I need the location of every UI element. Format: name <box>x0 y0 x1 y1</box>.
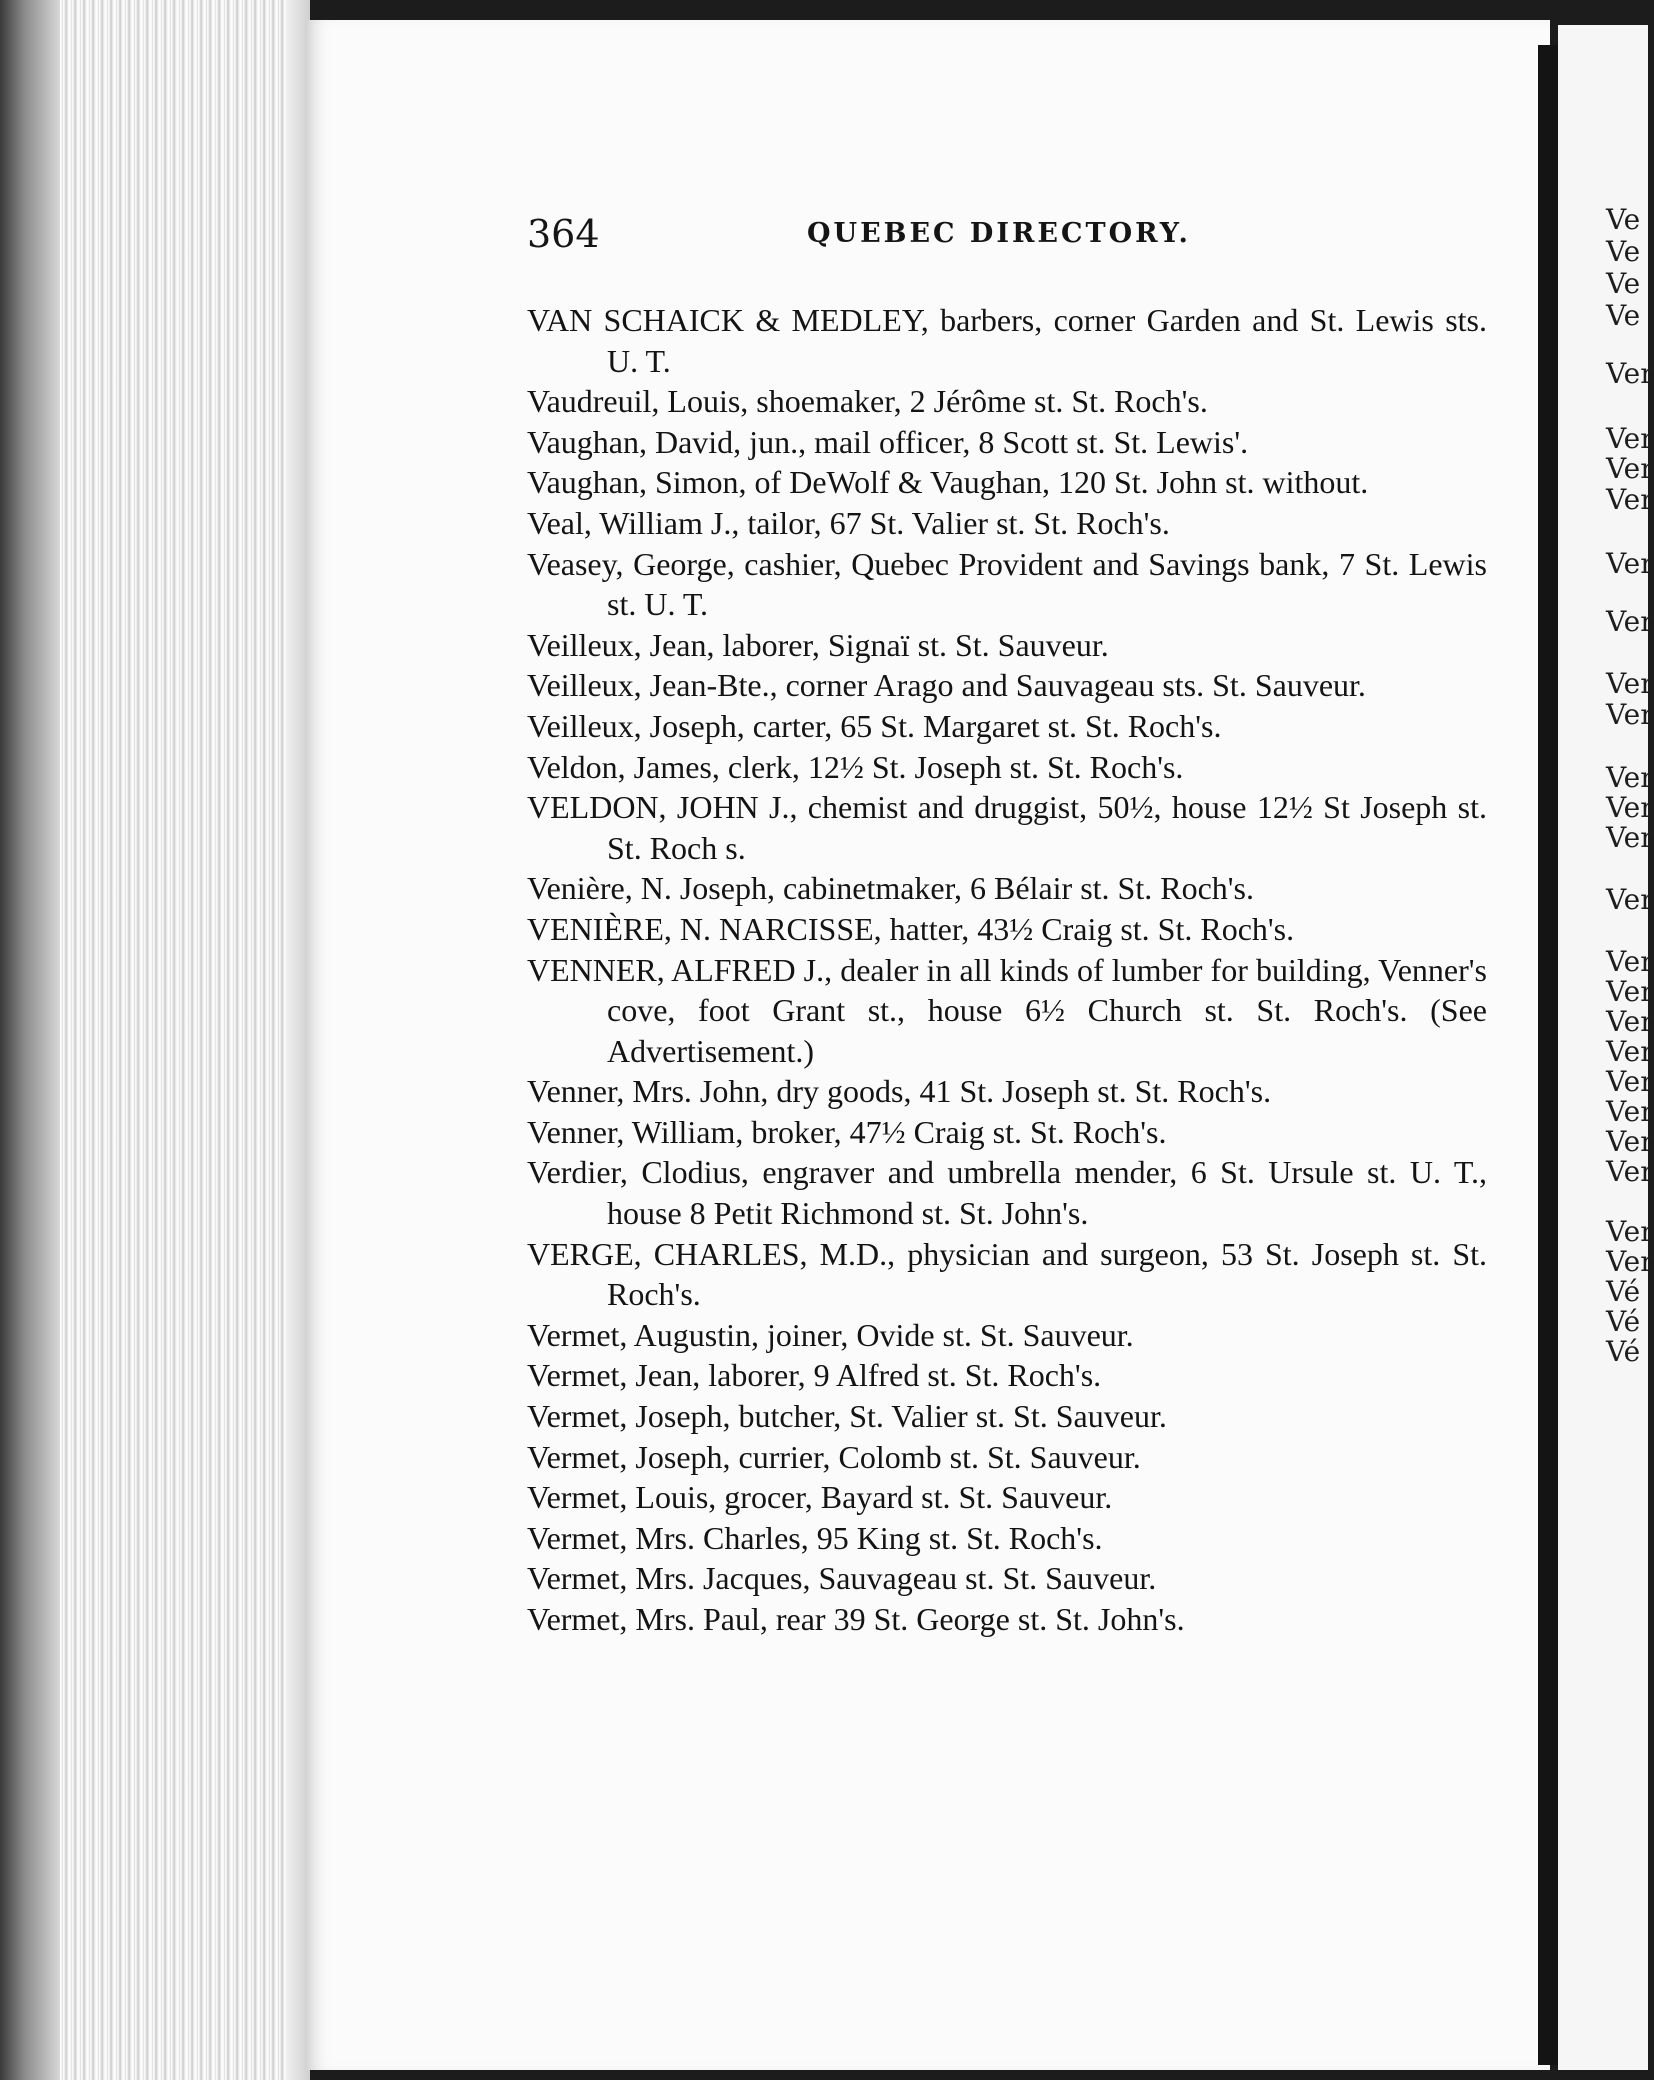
facing-page-text-fragment: Ver <box>1606 547 1654 580</box>
directory-entry: Venière, N. Joseph, cabinetmaker, 6 Bélair st. St. Roch's. <box>527 870 1254 907</box>
facing-page-text-fragment: Ver <box>1606 667 1654 700</box>
directory-entry: Vermet, Joseph, currier, Colomb st. St. Sauveur. <box>527 1438 1141 1475</box>
book-gutter <box>1538 45 1558 2065</box>
facing-page-text-fragment: Ver <box>1606 605 1654 638</box>
page-number: 364 <box>527 212 600 256</box>
facing-page-text-fragment: Ver <box>1606 452 1654 485</box>
directory-entry: Vermet, Mrs. Paul, rear 39 St. George st. St. John's. <box>527 1601 1185 1637</box>
facing-page-text-fragment: Vé <box>1606 1335 1641 1368</box>
directory-entry: Vaudreuil, Louis, shoemaker, 2 Jérôme st. St. Roch's. <box>527 383 1208 420</box>
directory-entry: Vermet, Jean, laborer, 9 Alfred st. St. Roch's. <box>527 1357 1102 1394</box>
running-head <box>527 212 1497 262</box>
facing-page-text-fragment: Ver <box>1606 945 1654 978</box>
directory-entry: Vaughan, David, jun., mail officer, 8 Scott st. St. Lewis'. <box>527 423 1249 460</box>
facing-page-text-fragment: Ver <box>1606 791 1654 824</box>
facing-page-text-fragment: Ve <box>1606 299 1641 332</box>
facing-page-text-fragment: Ver <box>1606 1035 1654 1068</box>
facing-page-text-fragment: Ve <box>1606 235 1641 268</box>
facing-page-text-fragment: Ver <box>1606 1245 1654 1278</box>
directory-entry: Vermet, Augustin, joiner, Ovide st. St. Sauveur. <box>527 1316 1134 1353</box>
facing-page-text-fragment: Ve <box>1606 203 1641 236</box>
facing-page-fragment <box>1558 25 1654 2070</box>
facing-page-text-fragment: Vé <box>1606 1275 1641 1308</box>
directory-entry: Veilleux, Jean, laborer, Signaï st. St. Sauveur. <box>527 626 1109 663</box>
directory-entry: Venner, William, broker, 47½ Craig st. St. Roch's. <box>527 1113 1167 1150</box>
directory-entry: Veilleux, Joseph, carter, 65 St. Margaret st. St. Roch's. <box>527 707 1222 744</box>
facing-page-text-fragment: Ver <box>1606 761 1654 794</box>
facing-page-text-fragment: Ver <box>1606 975 1654 1008</box>
directory-entry: Vermet, Joseph, butcher, St. Valier st. St. Sauveur. <box>527 1398 1167 1435</box>
directory-entry: VERGE, CHARLES, M.D., physician and surgeon, 53 St. Joseph st. St. Roch's. <box>527 1235 1487 1313</box>
facing-page-text-fragment: Ver <box>1606 1125 1654 1158</box>
directory-entries <box>527 300 1487 1640</box>
facing-page-text-fragment: Ver <box>1606 698 1654 731</box>
directory-entry: Vermet, Mrs. Jacques, Sauvageau st. St. Sauveur. <box>527 1560 1157 1597</box>
facing-page-text-fragment: Ver <box>1606 357 1654 390</box>
directory-entry: VELDON, JOHN J., chemist and druggist, 50½, house 12½ St Joseph st. St. Roch s. <box>527 789 1487 866</box>
directory-entry: Veilleux, Jean-Bte., corner Arago and Sauvageau sts. St. Sauveur. <box>527 667 1366 704</box>
facing-page-text-fragment: Ver <box>1606 422 1654 455</box>
directory-entry: VENNER, ALFRED J., dealer in all kinds of lumber for building, Venner's cove, foot Grant st., house 6½ Church st. St. Roch's. (See Advertisement.) <box>527 951 1487 1069</box>
page-header-title: QUEBEC DIRECTORY. <box>807 218 1191 249</box>
facing-page-text-fragment: Ver <box>1606 1065 1654 1098</box>
facing-page-text-fragment: Ver <box>1606 1215 1654 1248</box>
directory-entry: VENIÈRE, N. NARCISSE, hatter, 43½ Craig st. St. Roch's. <box>527 910 1295 947</box>
directory-entry: Venner, Mrs. John, dry goods, 41 St. Joseph st. St. Roch's. <box>527 1073 1272 1110</box>
facing-page-text-fragment: Vé <box>1606 1305 1641 1338</box>
directory-entry: Veasey, George, cashier, Quebec Provident and Savings bank, 7 St. Lewis st. U. T. <box>527 545 1487 623</box>
facing-page-text-fragment: Ver <box>1606 821 1654 854</box>
directory-entry: Veal, William J., tailor, 67 St. Valier st. St. Roch's. <box>527 504 1170 541</box>
directory-entry: Vermet, Louis, grocer, Bayard st. St. Sauveur. <box>527 1479 1113 1516</box>
facing-page-text-fragment: Ve <box>1606 267 1641 300</box>
directory-entry: Veldon, James, clerk, 12½ St. Joseph st. St. Roch's. <box>527 748 1184 785</box>
directory-entry: VAN SCHAICK & MEDLEY, barbers, corner Garden and St. Lewis sts. U. T. <box>527 302 1487 379</box>
facing-page-text-fragment: Ver <box>1606 483 1654 516</box>
book-page-edges <box>0 0 310 2080</box>
facing-page-text-fragment: Ver <box>1606 883 1654 916</box>
directory-entry: Verdier, Clodius, engraver and umbrella mender, 6 St. Ursule st. U. T., house 8 Petit Richmond st. St. John's. <box>527 1154 1487 1232</box>
directory-entry: Vaughan, Simon, of DeWolf & Vaughan, 120 St. John st. without. <box>527 464 1369 501</box>
facing-page-text-fragment: Ver <box>1606 1155 1654 1188</box>
facing-page-text-fragment: Ver <box>1606 1005 1654 1038</box>
directory-entry: Vermet, Mrs. Charles, 95 King st. St. Roch's. <box>527 1519 1103 1556</box>
facing-page-text-fragment: Ver <box>1606 1095 1654 1128</box>
